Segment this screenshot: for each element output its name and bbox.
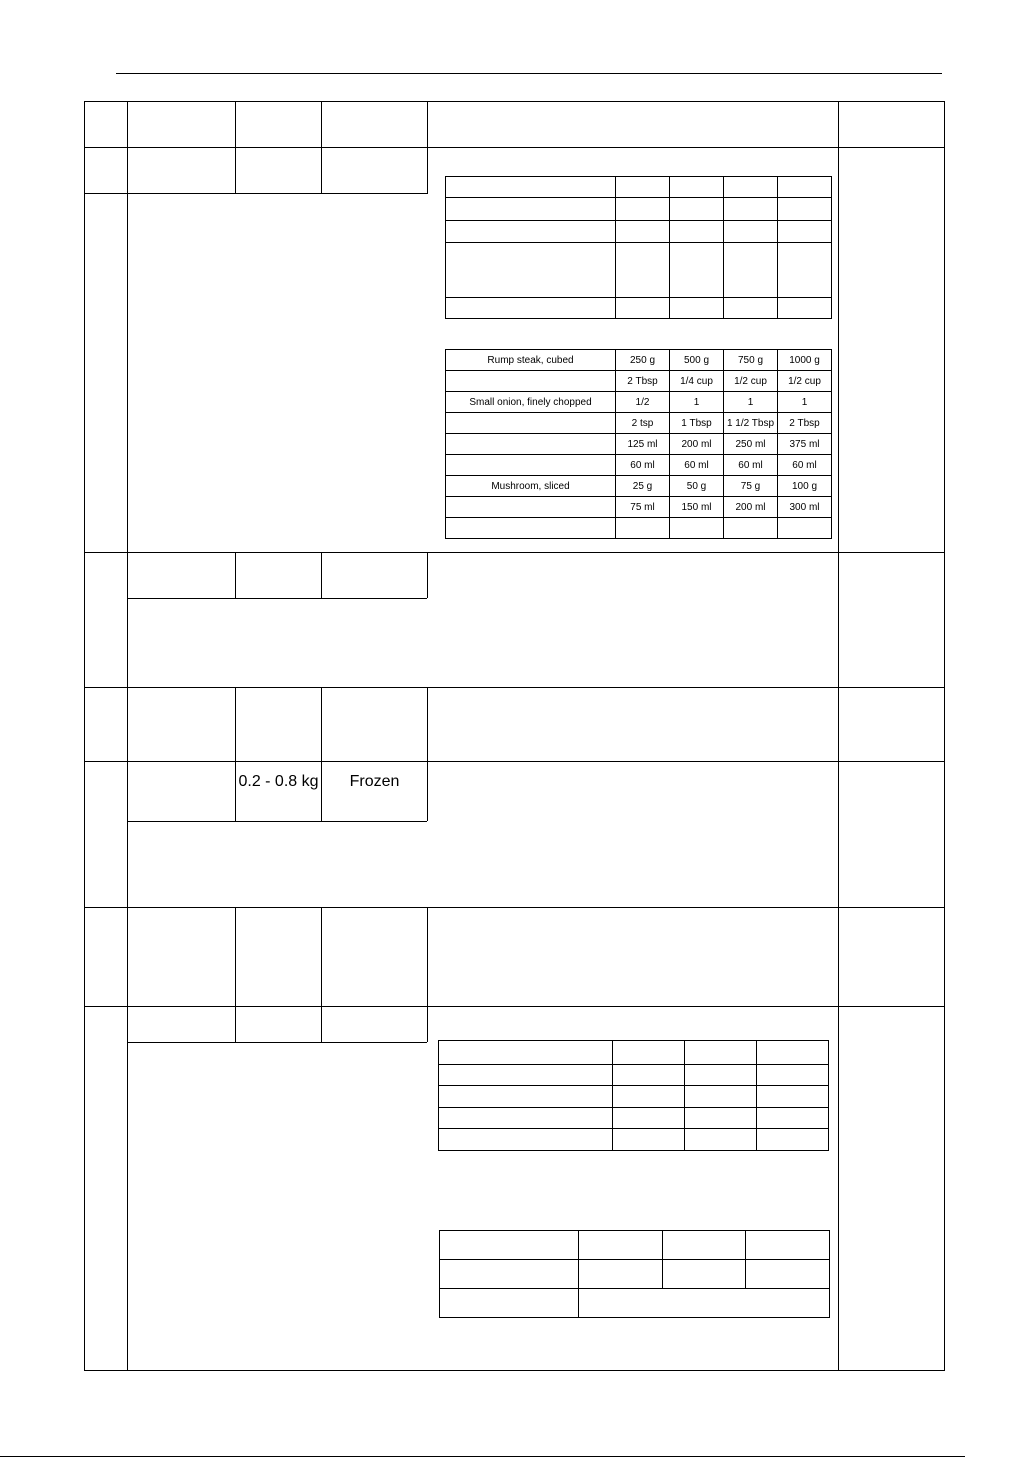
col-divider-right [838, 101, 839, 1371]
s3-divider-4 [427, 687, 428, 821]
s6-top-rule [84, 1006, 945, 1007]
weight-range: 0.2 - 0.8 kg [238, 773, 319, 790]
recipe-qty: 200 ml [670, 434, 724, 455]
recipe-qty: 125 ml [616, 434, 670, 455]
s3-divider-2 [235, 687, 236, 821]
recipe-table [445, 349, 832, 539]
recipe-qty: 1/2 [616, 392, 670, 413]
recipe-qty: 1 [724, 392, 778, 413]
recipe-ingredient [446, 497, 616, 518]
s4-subrow-rule [127, 821, 427, 822]
recipe-qty: 2 tsp [616, 413, 670, 434]
recipe-qty: 60 ml [724, 455, 778, 476]
recipe-ingredient [446, 434, 616, 455]
s2-divider-4 [427, 552, 428, 598]
recipe-qty: 1/2 cup [778, 371, 832, 392]
s2-subrow-rule [127, 598, 427, 599]
recipe-ingredient: Small onion, finely chopped [446, 392, 616, 413]
recipe-qty: 60 ml [670, 455, 724, 476]
recipe-qty: 100 g [778, 476, 832, 497]
recipe-qty: 150 ml [670, 497, 724, 518]
recipe-ingredient [446, 371, 616, 392]
s2-divider-3 [321, 552, 322, 598]
recipe-qty: 60 ml [616, 455, 670, 476]
s2-top-rule [84, 552, 945, 553]
col-divider-1 [127, 101, 128, 1371]
empty-table-2 [438, 1040, 829, 1151]
page-bottom-rule [0, 1456, 965, 1457]
recipe-qty [616, 518, 670, 539]
recipe-qty: 75 g [724, 476, 778, 497]
recipe-qty [778, 518, 832, 539]
recipe-ingredient [446, 413, 616, 434]
recipe-qty: 75 ml [616, 497, 670, 518]
recipe-qty: 2 Tbsp [616, 371, 670, 392]
page-top-rule [116, 73, 942, 74]
s4-top-rule [84, 761, 945, 762]
recipe-qty: 250 g [616, 350, 670, 371]
empty-table-1 [445, 176, 832, 319]
recipe-qty: 1 1/2 Tbsp [724, 413, 778, 434]
recipe-qty: 1 Tbsp [670, 413, 724, 434]
food-state: Frozen [349, 773, 400, 790]
s1-subrow-rule [84, 193, 427, 194]
recipe-ingredient [446, 518, 616, 539]
empty-table-3 [439, 1230, 830, 1318]
s2-divider-2 [235, 552, 236, 598]
s5-top-rule [84, 907, 945, 908]
recipe-qty [724, 518, 778, 539]
recipe-qty: 1 [670, 392, 724, 413]
recipe-qty: 1 [778, 392, 832, 413]
recipe-qty: 300 ml [778, 497, 832, 518]
s3-divider-3 [321, 687, 322, 821]
s3-top-rule [84, 687, 945, 688]
recipe-ingredient: Rump steak, cubed [446, 350, 616, 371]
s5-divider-4 [427, 907, 428, 1042]
recipe-qty: 50 g [670, 476, 724, 497]
s6-subrow-rule [127, 1042, 427, 1043]
s5-divider-2 [235, 907, 236, 1042]
recipe-qty [670, 518, 724, 539]
recipe-qty: 375 ml [778, 434, 832, 455]
header-bottom-rule [84, 147, 945, 148]
recipe-qty: 200 ml [724, 497, 778, 518]
recipe-ingredient: Mushroom, sliced [446, 476, 616, 497]
header-divider-3 [321, 101, 322, 194]
recipe-qty: 25 g [616, 476, 670, 497]
s5-divider-3 [321, 907, 322, 1042]
header-divider-2 [235, 101, 236, 194]
header-divider-4 [427, 101, 428, 194]
recipe-qty: 750 g [724, 350, 778, 371]
recipe-qty: 250 ml [724, 434, 778, 455]
recipe-qty: 1000 g [778, 350, 832, 371]
recipe-qty: 60 ml [778, 455, 832, 476]
recipe-qty: 1/2 cup [724, 371, 778, 392]
recipe-ingredient [446, 455, 616, 476]
recipe-qty: 2 Tbsp [778, 413, 832, 434]
recipe-qty: 500 g [670, 350, 724, 371]
recipe-qty: 1/4 cup [670, 371, 724, 392]
